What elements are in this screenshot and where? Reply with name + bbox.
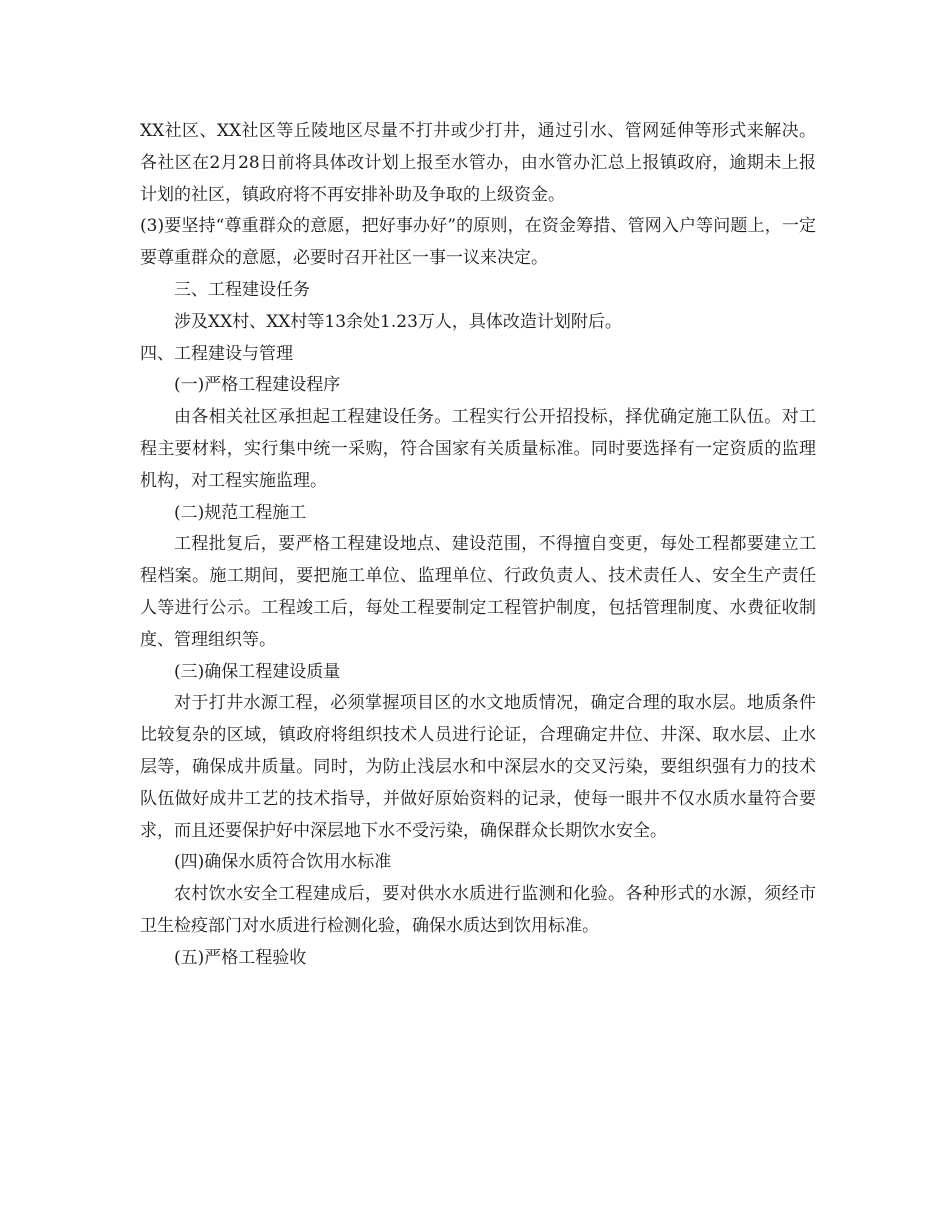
subheading-1: (一)严格工程建设程序	[174, 375, 341, 396]
paragraph-11: 对于打井水源工程，必须掌握项目区的水文地质情况，确定合理的取水层。地质条件比较复杂的区域，镇政府将组织技术人员进行论证，合理确定井位、井深、取水层、止水层等，确保成井质量。同时，为防止浅层水和中深层水的交叉污染，要组织强有力的技术队伍做好成井工艺的技术指导，并做好原始资料的记录，使每一眼井不仅水质水量符合要求，而且还要保护好中深层地下水不受污染，确保群众长期饮水安全。	[140, 693, 816, 841]
subheading-2: (二)规范工程施工	[174, 502, 307, 523]
paragraph-4: 涉及XX村、XX村等13余处1.23万人，具体改造计划附后。	[174, 311, 622, 332]
paragraph-1: XX社区、XX社区等丘陵地区尽量不打井或少打井，通过引水、管网延伸等形式来解决。各社区在2月28日前将具体改计划上报至水管办，由水管办汇总上报镇政府，逾期未上报计划的社区，镇政府将不再安排补助及争取的上级资金。	[140, 121, 816, 205]
paragraph-13: 农村饮水安全工程建成后，要对供水水质进行监测和化验。各种形式的水源，须经市卫生检疫部门对水质进行检测化验，确保水质达到饮用标准。	[140, 884, 816, 936]
subheading-4: (四)确保水质符合饮用水标准	[174, 852, 392, 873]
paragraph-9: 工程批复后，要严格工程建设地点、建设范围，不得擅自变更，每处工程都要建立工程档案。施工期间，要把施工单位、监理单位、行政负责人、技术责任人、安全生产责任人等进行公示。工程竣工后，每处工程要制定工程管护制度，包括管理制度、水费征收制度、管理组织等。	[140, 534, 816, 650]
subheading-5: (五)严格工程验收	[174, 947, 307, 968]
subheading-3: (三)确保工程建设质量	[174, 661, 341, 682]
paragraph-7: 由各相关社区承担起工程建设任务。工程实行公开招投标，择优确定施工队伍。对工程主要材料，实行集中统一采购，符合国家有关质量标准。同时要选择有一定资质的监理机构，对工程实施监理。	[140, 407, 816, 491]
section-heading-4: 四、工程建设与管理	[140, 343, 293, 364]
document-body	[140, 116, 816, 975]
paragraph-2: (3)要坚持“尊重群众的意愿，把好事办好”的原则，在资金筹措、管网入户等问题上，一定要尊重群众的意愿，必要时召开社区一事一议来决定。	[140, 216, 816, 269]
section-heading-3: 三、工程建设任务	[174, 279, 310, 300]
